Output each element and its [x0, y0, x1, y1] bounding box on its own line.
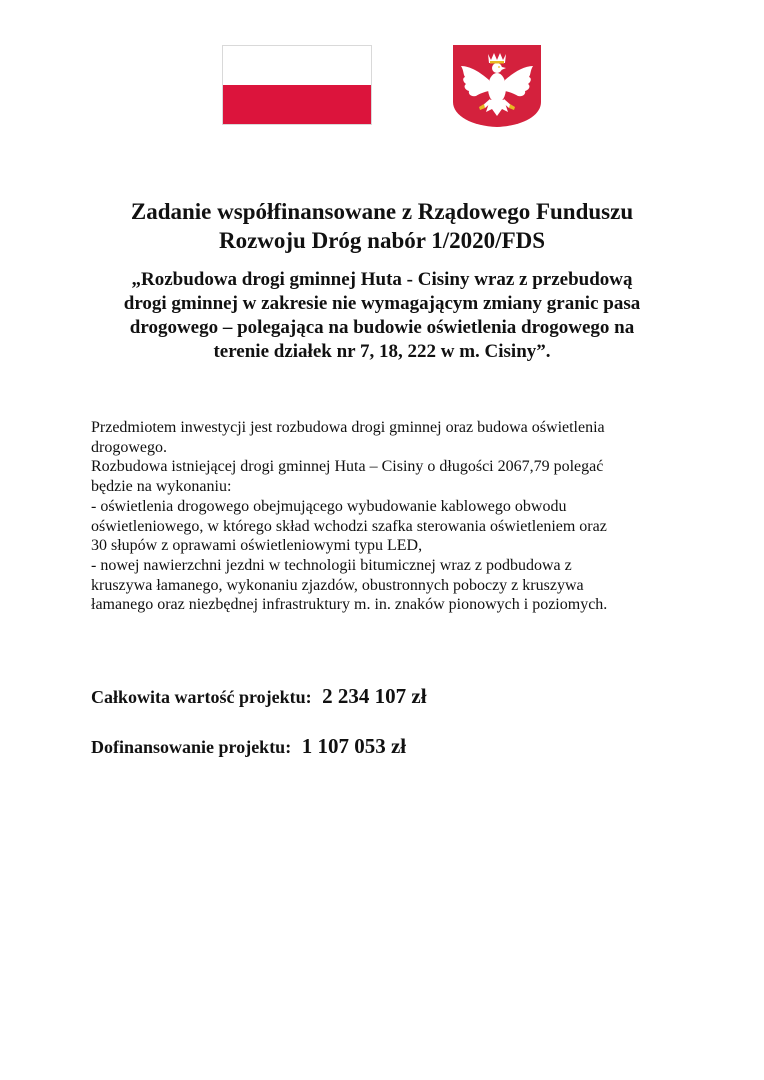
description-line: drogowego.	[91, 438, 167, 456]
description-line: łamanego oraz niezbędnej infrastruktury m. in. znaków pionowych i poziomych.	[91, 596, 608, 614]
description-line: - nowej nawierzchni jezdni w technologii bitumicznej wraz z podbudowa z	[91, 556, 572, 574]
project-name-line-1: „Rozbudowa drogi gminnej Huta - Cisiny wraz z przebudową	[131, 269, 633, 290]
project-name-line-3: drogowego – polegająca na budowie oświetlenia drogowego na	[129, 317, 635, 338]
page-title	[40, 197, 724, 255]
polish-white-eagle-emblem-icon	[452, 44, 542, 128]
cofunding-amount: 1 107 053 zł	[301, 734, 407, 758]
cofunding-label: Dofinansowanie projektu:	[91, 737, 292, 757]
title-line-1: Zadanie współfinansowane z Rządowego Funduszu	[130, 199, 634, 224]
description-line: oświetleniowego, w którego skład wchodzi szafka sterowania oświetleniem oraz	[91, 517, 607, 535]
project-name	[60, 268, 704, 364]
cofunding-row	[91, 734, 406, 759]
title-line-2: Rozwoju Dróg nabór 1/2020/FDS	[218, 228, 546, 253]
total-value-amount: 2 234 107 zł	[322, 684, 427, 708]
description-line: będzie na wykonaniu:	[91, 478, 232, 496]
description-line: kruszywa łamanego, wykonaniu zjazdów, obustronnych poboczy z kruszywa	[91, 576, 584, 594]
total-value-label: Całkowita wartość projektu:	[91, 687, 312, 707]
flag-red-stripe	[223, 85, 371, 124]
project-name-line-4: terenie działek nr 7, 18, 222 w m. Cisiny”.	[213, 341, 551, 362]
project-description	[91, 418, 691, 615]
polish-flag-icon	[222, 45, 372, 125]
total-value-row	[91, 684, 427, 709]
description-line: Rozbudowa istniejącej drogi gminnej Huta – Cisiny o długości 2067,79 polegać	[91, 458, 604, 476]
description-line: - oświetlenia drogowego obejmującego wybudowanie kablowego obwodu	[91, 497, 567, 515]
description-line: Przedmiotem inwestycji jest rozbudowa drogi gminnej oraz budowa oświetlenia	[91, 419, 605, 436]
project-name-line-2: drogi gminnej w zakresie nie wymagającym zmiany granic pasa	[123, 293, 641, 314]
description-line: 30 słupów z oprawami oświetleniowymi typu LED,	[91, 537, 423, 555]
flag-white-stripe	[223, 46, 371, 85]
